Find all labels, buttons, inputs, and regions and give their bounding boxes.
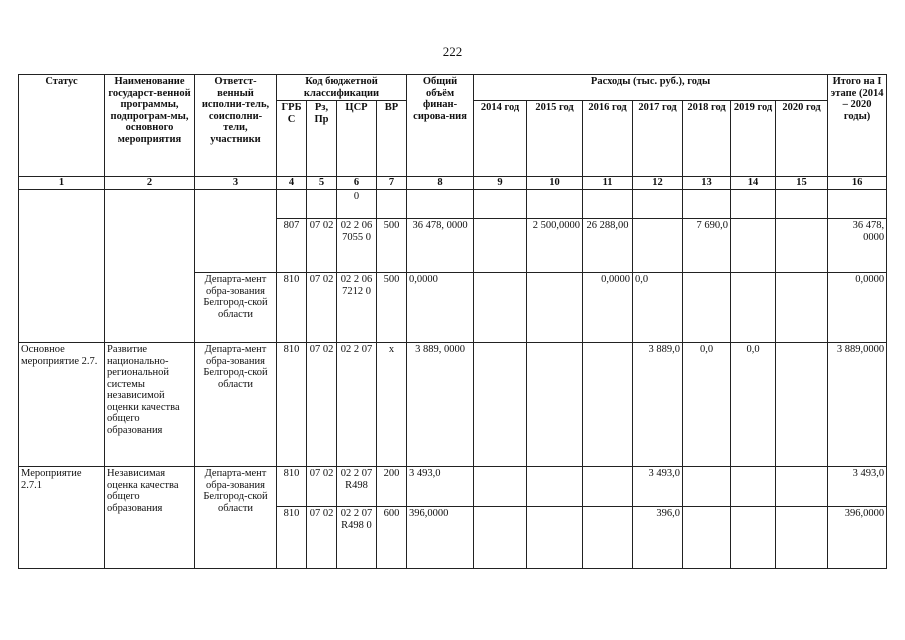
cell-csr: 02 2 06 7055 0 [337,219,377,273]
cell-csr: 0 [337,190,377,219]
cell-2018: 0,0 [683,343,731,467]
col-number: 13 [683,177,731,190]
cell-2014 [474,507,527,569]
cell-2020 [776,507,828,569]
cell-2019: 0,0 [731,343,776,467]
cell-rzpr: 07 02 [307,467,337,507]
cell-grbs: 810 [277,467,307,507]
cell-vr: 200 [377,467,407,507]
header-budget-code: Код бюджетной классификации [277,75,407,101]
cell-2020 [776,273,828,343]
cell-vr [377,190,407,219]
col-number: 2 [105,177,195,190]
cell-itogo: 36 478, 0000 [828,219,887,273]
col-number: 14 [731,177,776,190]
cell-csr: 02 2 07 [337,343,377,467]
cell-2015 [527,467,583,507]
cell-csr: 02 2 07 R498 0 [337,507,377,569]
cell-2020 [776,343,828,467]
cell-total: 0,0000 [407,273,474,343]
cell-grbs: 810 [277,273,307,343]
cell-vr: 600 [377,507,407,569]
header-rzpr: Рз, Пр [307,101,337,177]
column-numbers-row [19,177,887,190]
cell-name: Развитие национально-региональной системы независимой оценки качества общего образования [105,343,195,467]
cell-2015 [527,273,583,343]
cell-2016 [583,507,633,569]
cell-2017 [633,190,683,219]
header-grbs: ГРБ С [277,101,307,177]
cell-2020 [776,190,828,219]
cell-2014 [474,343,527,467]
cell-2014 [474,190,527,219]
cell-rzpr [307,190,337,219]
cell-2017: 3 889,0 [633,343,683,467]
cell-2019 [731,507,776,569]
cell-2020 [776,219,828,273]
cell-2016 [583,467,633,507]
cell-2016 [583,343,633,467]
cell-csr: 02 2 06 7212 0 [337,273,377,343]
header-itogo: Итого на I этапе (2014 – 2020 годы) [828,75,887,177]
cell-2018 [683,507,731,569]
header-responsible: Ответст-венный исполни-тель, соисполни-тели, участники [195,75,277,177]
col-number: 16 [828,177,887,190]
cell-2020 [776,467,828,507]
header-expenses: Расходы (тыс. руб.), годы [474,75,828,101]
cell-2018 [683,467,731,507]
header-name: Наименование государст-венной программы, подпрограм-мы, основного мероприятия [105,75,195,177]
col-number: 11 [583,177,633,190]
cell-2015 [527,343,583,467]
cell-2019 [731,273,776,343]
cell-vr: 500 [377,273,407,343]
cell-2014 [474,467,527,507]
cell-2018 [683,273,731,343]
header-year-2014: 2014 год [474,101,527,177]
cell-rzpr: 07 02 [307,343,337,467]
col-number: 15 [776,177,828,190]
table-row [19,343,887,467]
col-number: 3 [195,177,277,190]
cell-itogo: 396,0000 [828,507,887,569]
col-number: 5 [307,177,337,190]
cell-2014 [474,219,527,273]
col-number: 10 [527,177,583,190]
col-number: 9 [474,177,527,190]
cell-2017: 0,0 [633,273,683,343]
cell-2018 [683,190,731,219]
cell-total: 396,0000 [407,507,474,569]
table-row [19,467,887,507]
cell-2015: 2 500,0000 [527,219,583,273]
col-number: 8 [407,177,474,190]
cell-rzpr: 07 02 [307,273,337,343]
cell-2019 [731,467,776,507]
cell-responsible: Департа-мент обра-зования Белгород-ской области [195,343,277,467]
cell-status [19,190,105,343]
header-total-financing: Общий объём финан-сирова-ния [407,75,474,177]
cell-2019 [731,190,776,219]
cell-2015 [527,190,583,219]
cell-2017: 3 493,0 [633,467,683,507]
cell-grbs: 810 [277,343,307,467]
col-number: 4 [277,177,307,190]
cell-rzpr: 07 02 [307,219,337,273]
header-year-2015: 2015 год [527,101,583,177]
col-number: 6 [337,177,377,190]
cell-2016: 26 288,00 [583,219,633,273]
cell-total: 3 493,0 [407,467,474,507]
cell-status: Основное мероприятие 2.7. [19,343,105,467]
cell-2014 [474,273,527,343]
cell-itogo: 0,0000 [828,273,887,343]
cell-total: 36 478, 0000 [407,219,474,273]
cell-grbs [277,190,307,219]
cell-name: Независимая оценка качества общего образования [105,467,195,569]
header-year-2020: 2020 год [776,101,828,177]
cell-name [105,190,195,343]
cell-2016 [583,190,633,219]
cell-total: 3 889, 0000 [407,343,474,467]
cell-2017: 396,0 [633,507,683,569]
header-vr: ВР [377,101,407,177]
col-number: 7 [377,177,407,190]
cell-rzpr: 07 02 [307,507,337,569]
cell-itogo: 3 889,0000 [828,343,887,467]
header-year-2016: 2016 год [583,101,633,177]
cell-2018: 7 690,0 [683,219,731,273]
cell-total [407,190,474,219]
cell-2017 [633,219,683,273]
cell-itogo [828,190,887,219]
header-year-2017: 2017 год [633,101,683,177]
page-number: 222 [442,44,463,59]
header-status: Статус [19,75,105,177]
header-year-2018: 2018 год [683,101,731,177]
cell-grbs: 810 [277,507,307,569]
cell-2019 [731,219,776,273]
cell-vr: х [377,343,407,467]
col-number: 1 [19,177,105,190]
col-number: 12 [633,177,683,190]
cell-responsible: Департа-мент обра-зования Белгород-ской области [195,273,277,343]
header-year-2019: 2019 год [731,101,776,177]
budget-table [18,74,887,569]
cell-vr: 500 [377,219,407,273]
cell-status: Мероприятие 2.7.1 [19,467,105,569]
cell-grbs: 807 [277,219,307,273]
cell-2016: 0,0000 [583,273,633,343]
table-row [19,190,887,219]
cell-responsible [195,190,277,273]
cell-responsible: Департа-мент обра-зования Белгород-ской области [195,467,277,569]
cell-itogo: 3 493,0 [828,467,887,507]
cell-2015 [527,507,583,569]
cell-csr: 02 2 07 R498 [337,467,377,507]
header-csr: ЦСР [337,101,377,177]
